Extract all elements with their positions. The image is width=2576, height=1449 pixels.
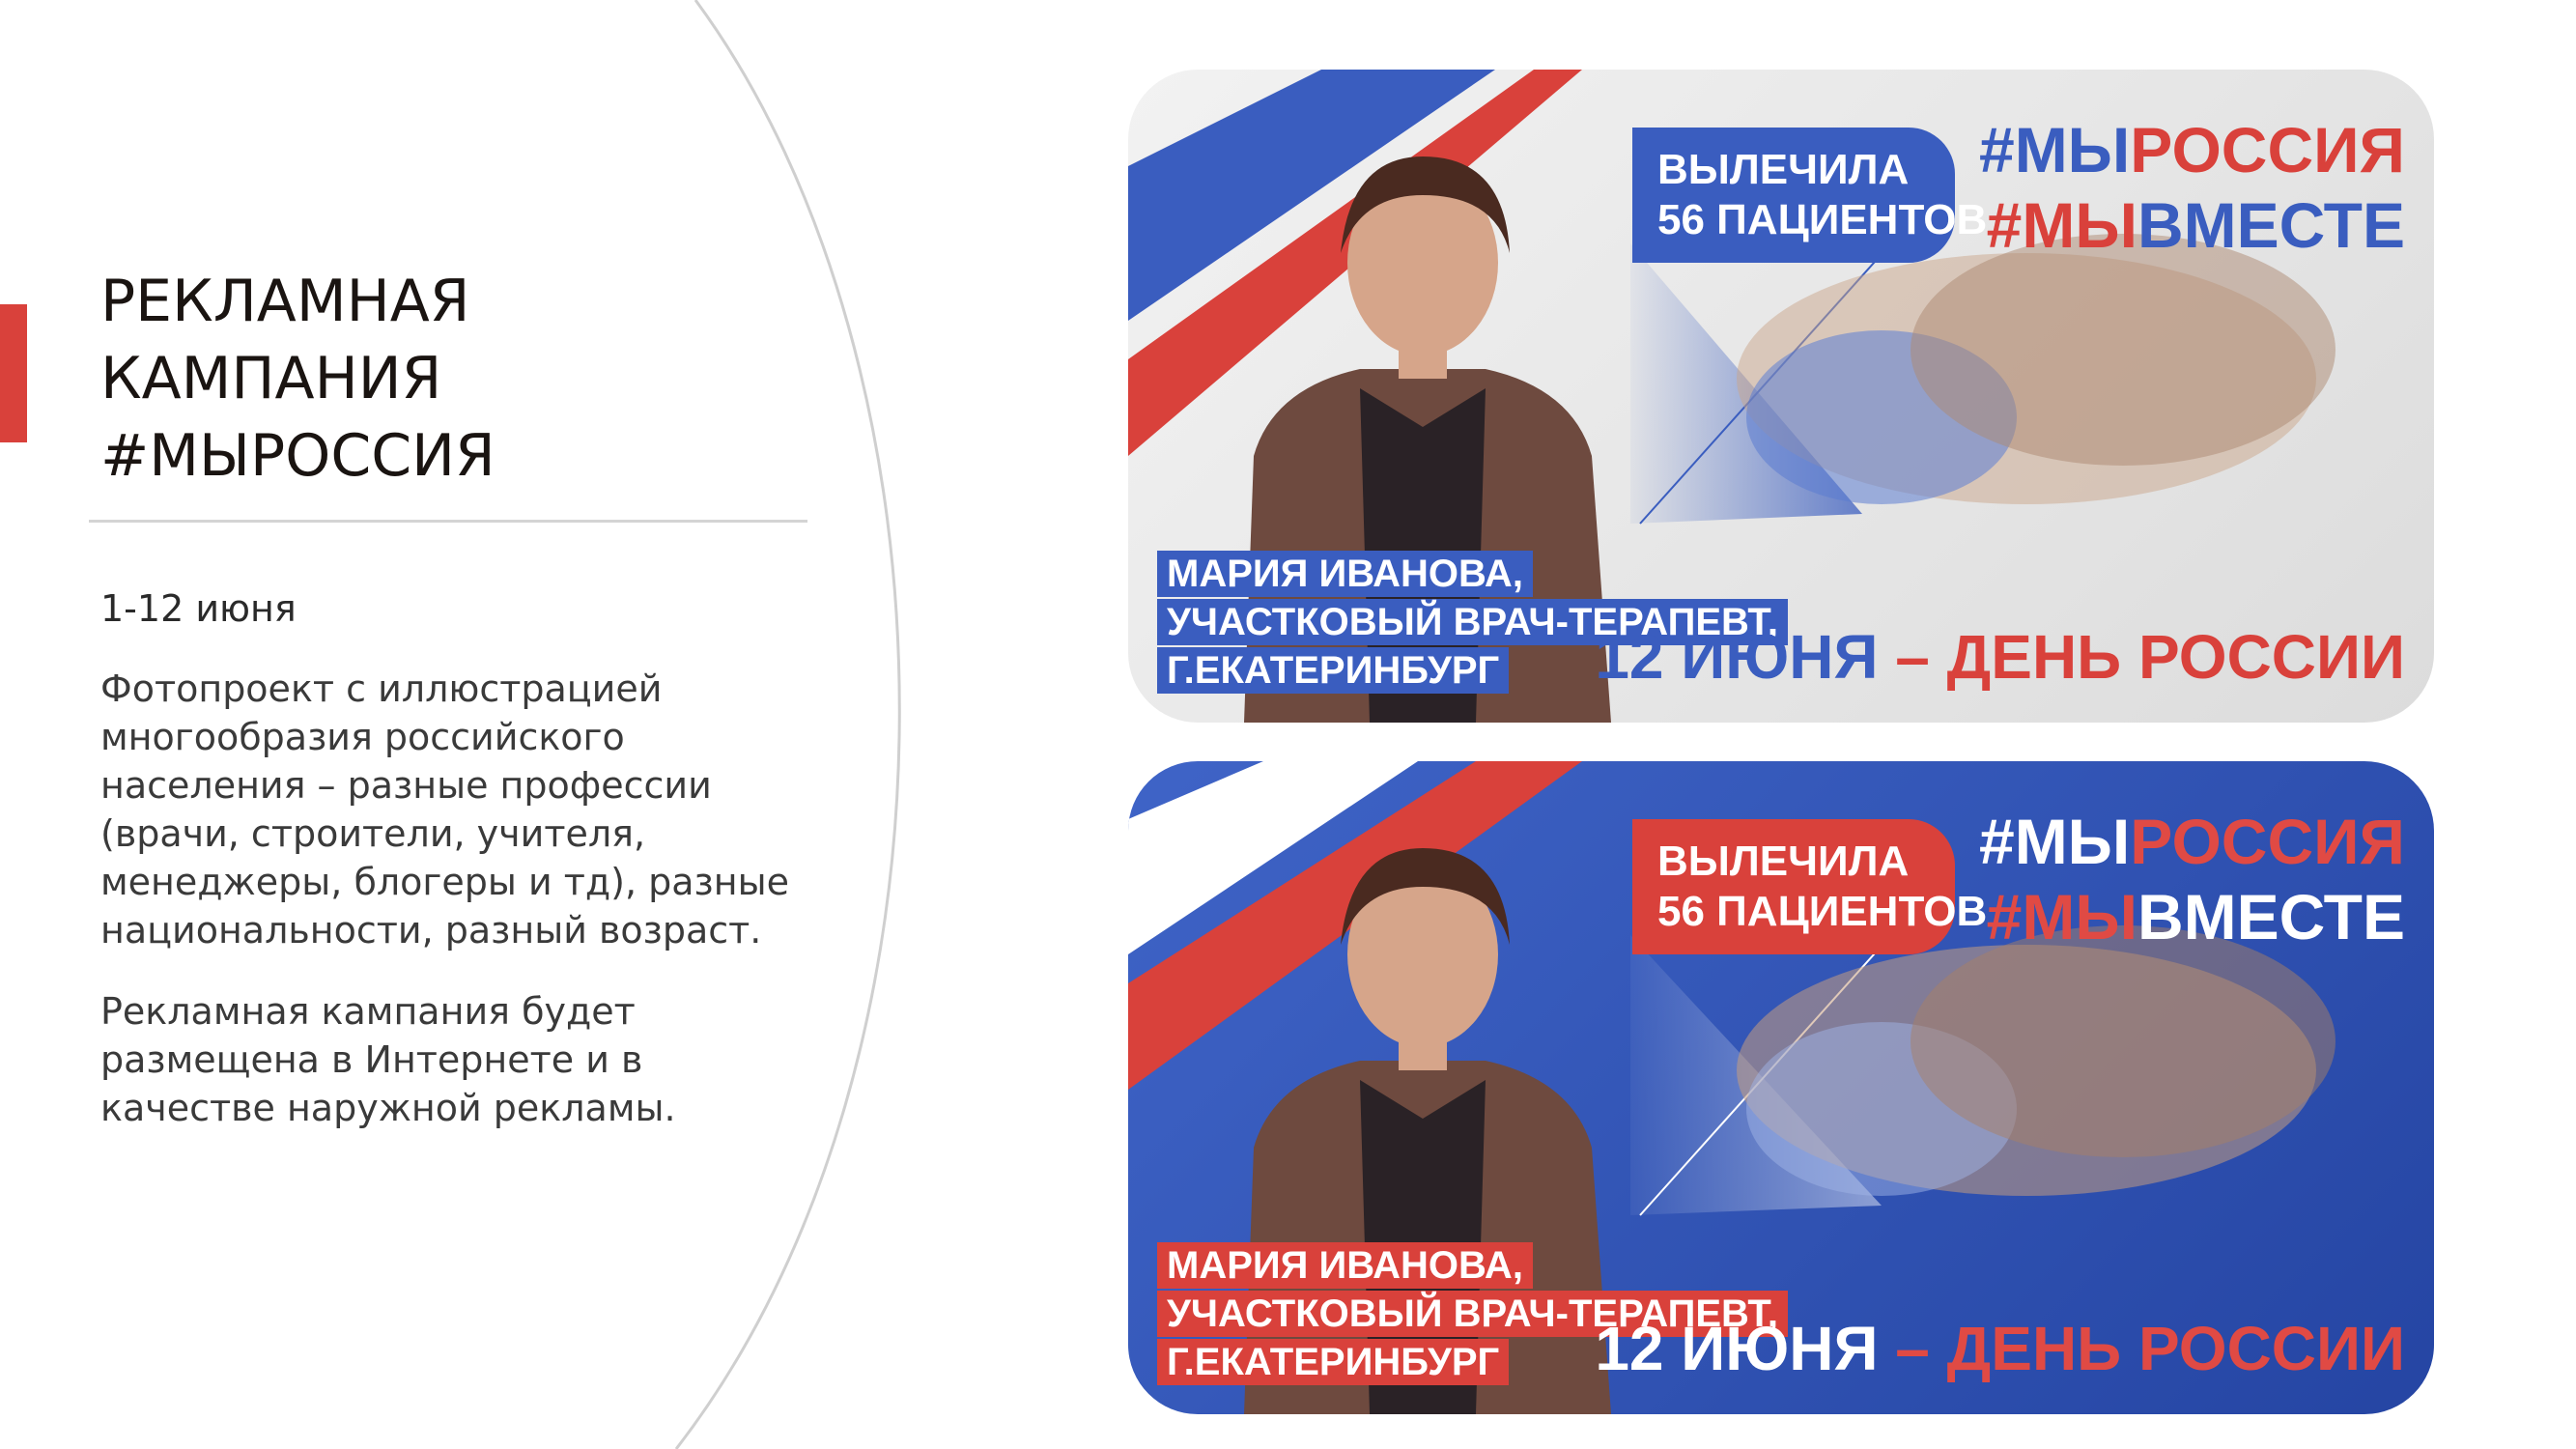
text-line: многообразия российского	[100, 716, 625, 758]
paragraph-description	[100, 665, 835, 954]
accent-bar	[0, 304, 27, 442]
caption-line: МАРИЯ ИВАНОВА,	[1157, 1242, 1533, 1289]
achievement-bubble	[1632, 819, 1988, 954]
russia-day-line: 12 ИЮНЯ – ДЕНЬ РОССИИ	[1595, 1314, 2405, 1383]
bubble-line: 56 ПАЦИЕНТОВ	[1657, 196, 1988, 243]
text-line: Фотопроект с иллюстрацией	[100, 668, 663, 710]
caption-line: Г.ЕКАТЕРИНБУРГ	[1157, 1339, 1509, 1385]
bubble-line: ВЫЛЕЧИЛА	[1657, 146, 1910, 193]
body-text	[100, 665, 835, 1165]
text-line: менеджеры, блогеры и тд), разные	[100, 861, 789, 903]
text-line: населения – разные профессии	[100, 764, 712, 807]
slide-title	[100, 263, 835, 495]
title-divider	[89, 520, 807, 523]
caption-line: УЧАСТКОВЫЙ ВРАЧ-ТЕРАПЕВТ,	[1157, 1291, 1788, 1337]
hashtag-myvmeste: #МЫВМЕСТЕ	[1986, 881, 2405, 952]
caption-line: МАРИЯ ИВАНОВА,	[1157, 551, 1533, 597]
map-collage	[1737, 925, 2335, 1196]
hashtag-myrossiya: #МЫРОССИЯ	[1978, 114, 2405, 185]
bubble-line: 56 ПАЦИЕНТОВ	[1657, 888, 1988, 935]
hashtag-myvmeste: #МЫВМЕСТЕ	[1986, 189, 2405, 261]
text-line: (врачи, строители, учителя,	[100, 812, 646, 855]
achievement-bubble	[1632, 128, 1988, 263]
text-line: размещена в Интернете и в	[100, 1038, 643, 1081]
date-range: 1-12 июня	[100, 587, 297, 630]
title-line: КАМПАНИЯ	[100, 345, 442, 412]
text-line: национальности, разный возраст.	[100, 909, 762, 952]
title-line: #МЫРОССИЯ	[100, 422, 495, 490]
title-line: РЕКЛАМНАЯ	[100, 268, 470, 335]
paragraph-placement	[100, 987, 835, 1132]
caption-line: УЧАСТКОВЫЙ ВРАЧ-ТЕРАПЕВТ,	[1157, 599, 1788, 645]
banner-blue	[1128, 761, 2434, 1414]
hashtags	[1979, 804, 2405, 954]
text-line: качестве наружной рекламы.	[100, 1087, 676, 1129]
map-collage	[1737, 234, 2335, 504]
banner-light	[1128, 70, 2434, 723]
caption-line: Г.ЕКАТЕРИНБУРГ	[1157, 647, 1509, 694]
hashtag-myrossiya: #МЫРОССИЯ	[1978, 806, 2405, 877]
russia-day-line: 12 ИЮНЯ – ДЕНЬ РОССИИ	[1595, 622, 2405, 692]
text-line: Рекламная кампания будет	[100, 990, 636, 1033]
hashtags	[1979, 112, 2405, 263]
bubble-line: ВЫЛЕЧИЛА	[1657, 838, 1910, 885]
